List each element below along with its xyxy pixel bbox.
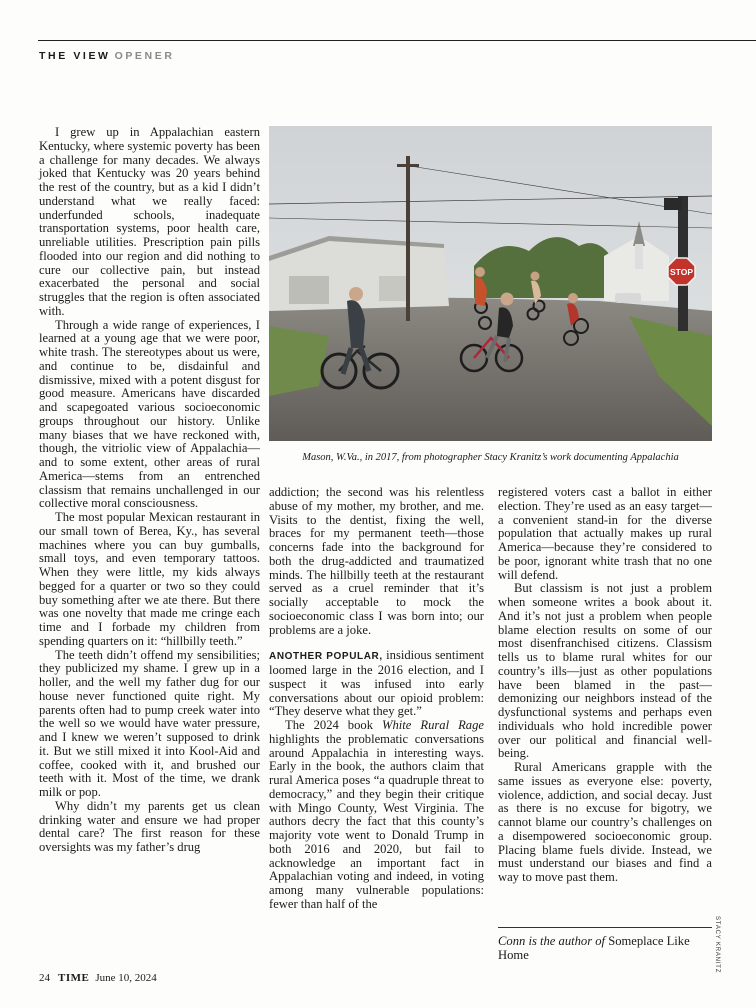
paragraph: The most popular Mexican restaurant in our small town of Berea, Ky., has several machines where you can buy gumballs, small toys, and even temporary tattoos. When they were little, my kids always begged for a quarter or two so they could buy something after we ate there. But there was one novelty that made me cringe each time and I forbade my children from spending quarters on it: “hillbilly teeth.” (39, 510, 260, 648)
bio-text: Conn is the author of (498, 934, 609, 948)
magazine-name: TIME (58, 972, 90, 984)
top-rule (38, 40, 756, 41)
article-column-3 (498, 486, 712, 885)
paragraph-text: highlights the problematic conversations around Appalachia in interesting ways. Early in the book, the authors claim that rural America poses “a quadruple threat to democracy,” and they begin their critique with Mingo County, West Virginia. The authors decry the fact that this county’s majority vote went to Donald Trump in both 2016 and 2020, but fail to acknowledge an important fact in Appalachian voting and indeed, in voting among many vulnerable populations: fewer than half of the (269, 731, 484, 911)
paragraph-text: The 2024 book (285, 718, 383, 732)
subsection-label: OPENER (114, 50, 175, 62)
paragraph (269, 649, 484, 719)
page-number: 24 (39, 972, 50, 984)
book-title: White Rural Rage (382, 718, 484, 732)
bio-book-title: Someplace Like Home (498, 934, 690, 962)
bio-divider (498, 927, 712, 928)
article-column-1 (39, 126, 260, 855)
paragraph (269, 719, 484, 912)
paragraph: But classism is not just a problem when someone writes a book about it. And it’s not just a problem when people blame election results on some of our most disenfranchised citizens. Classism tells us to blame rural whites for our country’s ills—just as other populations have been blamed in the past—demonizing our neighbors instead of the dysfunctional systems and perhaps even individuals who hold incredible power over our political and financial well-being. (498, 581, 712, 761)
paragraph: Why didn’t my parents get us clean drinking water and ensure we had proper dental care? The first reason for these oversights was my father’s drug (39, 798, 260, 854)
paragraph: addiction; the second was his relentless abuse of my mother, my brother, and me. Visits to the dentist, fixing the well, braces for my permanent teeth—those concerns fade into the background for both the drug-addicted and traumatized minds. The hillbilly teeth at the restaurant served as a cruel reminder that it’s socially acceptable to mock the socioeconomic class I was born into; our problems are a joke. (269, 485, 484, 637)
author-bio (498, 934, 712, 962)
section-label: THE VIEW (39, 50, 111, 62)
section-lead-in: ANOTHER POPULAR, (269, 651, 383, 663)
page-footer (39, 972, 157, 984)
paragraph: Through a wide range of experiences, I learned at a young age that we were poor, white trash. The stereotypes about us were, and continue to be, disdainful and dismissive, mixed with a potent disgust for good measure. Americans have discarded and scapegoated various socioeconomic groups throughout our history. Unlike many biases that we have reckoned with, though, the vitriolic view of Appalachia—and to some extent, other areas of rural America—stems from an entrenched classism that remains unchallenged in our collective moral consciousness. (39, 317, 260, 511)
article-photo (269, 126, 712, 441)
paragraph: Rural Americans grapple with the same issues as everyone else: poverty, violence, addiction, and social decay. Just as there is no excuse for bigotry, we cannot blame our country’s challenges on a disempowered socioeconomic group. Placing blame fuels divide. Instead, we must understand our biases and find a way to move past them. (498, 760, 712, 884)
paragraph: registered voters cast a ballot in either election. They’re used as an easy target—a convenient stand-in for the diverse population that actually makes up rural America—because they’re considered to be poor, ignorant white trash that no one will defend. (498, 485, 712, 582)
article-column-2 (269, 486, 484, 912)
paragraph-text: insidious sentiment loomed large in the 2016 election, and I suspect it was infused into early conversations about our opioid problem: “They deserve what they get.” (269, 648, 484, 719)
paragraph: I grew up in Appalachian eastern Kentucky, where systemic poverty has been a challenge for many decades. We always joked that Kentucky was 20 years behind the rest of the country, but as a kid I didn’t understand what we really faced: underfunded schools, inadequate transportation systems, poor health care, unreliable utilities. Prescription pain pills flooded into our region and did nothing to cure our collective pain, but instead exacerbated the personal and social struggles that the region is often associated with. (39, 125, 260, 318)
section-header (39, 50, 175, 62)
photo-caption: Mason, W.Va., in 2017, from photographer Stacy Kranitz’s work documenting Appalachia (302, 452, 679, 463)
stop-sign-text: STOP (670, 267, 693, 277)
photo-credit: STACY KRANITZ (714, 916, 720, 974)
issue-date: June 10, 2024 (95, 972, 157, 984)
paragraph: The teeth didn’t offend my sensibilities; they publicized my shame. I grew up in a holler, and the well my father dug for our house never functioned quite right. My parents often had to pump creek water into the well so we would have water pressure, and I knew we weren’t supposed to drink it. But we still mixed it into Kool-Aid and coffee, cooked with it, and brushed our teeth with it. Most of the time, we drank milk or pop. (39, 647, 260, 799)
